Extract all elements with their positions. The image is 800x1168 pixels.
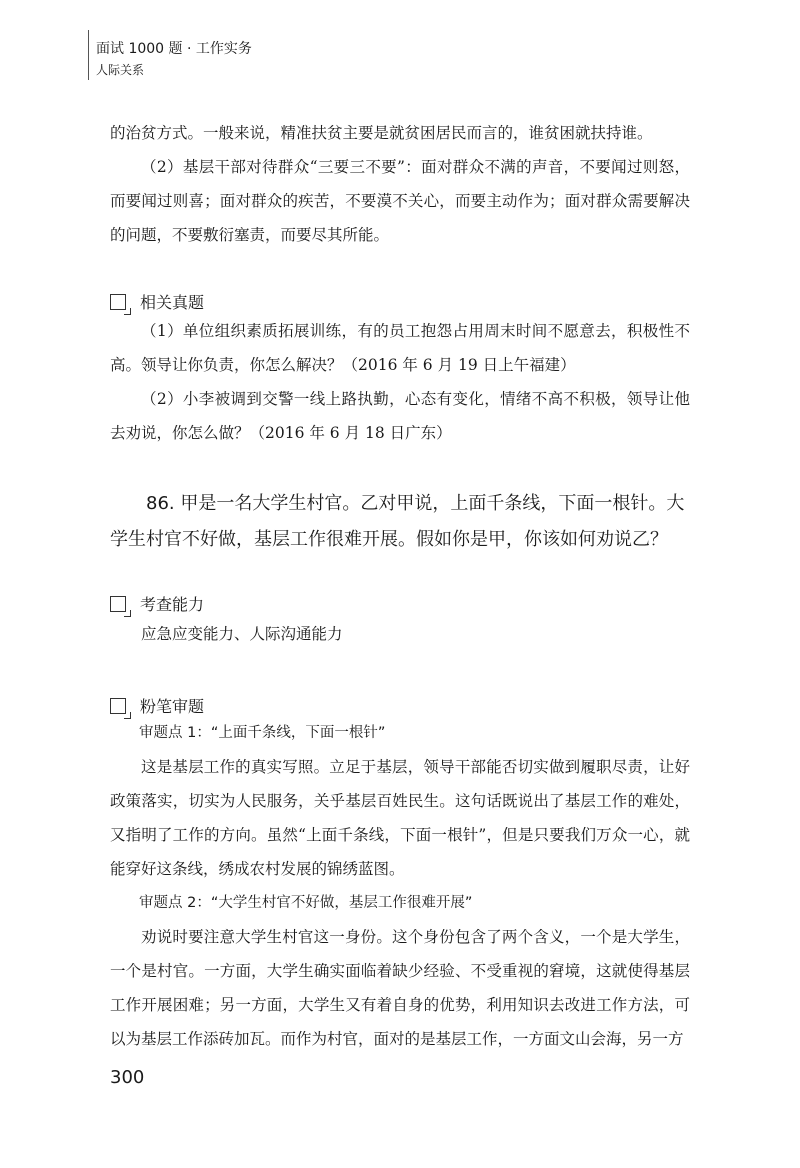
paragraph: 劝说时要注意大学生村官这一身份。这个身份包含了两个含义，一个是大学生，一个是村官。一方面，大学生确实面临着缺少经验、不受重视的窘境，这就使得基层工作开展困难；另一方面，大学生又有着自身的优势，利用知识去改进工作方法，可以为基层工作添砖加瓦。而作为村官，面对的是基层工作，一方面文山会海，另一方 (110, 928, 690, 1048)
related-question: （1）单位组织素质拓展训练，有的员工抱怨占用周末时间不愿意去，积极性不高。领导让你负责，你怎么解决？（2016 年 6 月 19 日上午福建） (110, 322, 690, 374)
analysis-point: 审题点 1：“上面千条线，下面一根针” (139, 725, 386, 741)
section-heading-analysis (110, 694, 204, 717)
ability-block (110, 620, 690, 648)
section-title: 相关真题 (140, 293, 205, 312)
page-number: 300 (110, 1067, 145, 1088)
ability-text: 应急应变能力、人际沟通能力 (141, 625, 343, 643)
section-title: 考查能力 (140, 595, 205, 614)
section-heading-ability (110, 592, 204, 615)
paragraph: 这是基层工作的真实写照。立足于基层，领导干部能否切实做到履职尽责，让好政策落实，切实为人民服务，关乎基层百姓民生。这句话既说出了基层工作的难处，又指明了工作的方向。虽然“上面千条线，下面一根针”，但是只要我们万众一心，就能穿好这条线，绣成农村发展的锦绣蓝图。 (110, 758, 690, 878)
analysis-block (110, 716, 690, 1056)
target-icon (110, 596, 126, 612)
related-questions (110, 314, 690, 450)
paragraph: 的治贫方式。一般来说，精准扶贫主要是就贫困居民而言的，谁贫困就扶持谁。 (110, 124, 653, 142)
section-heading-related (110, 290, 204, 313)
header-divider (88, 30, 89, 80)
related-question: （2）小李被调到交警一线上路执勤，心态有变化，情绪不高不积极，领导让他去劝说，你怎么做？（2016 年 6 月 18 日广东） (110, 390, 690, 442)
top-continuation (110, 116, 690, 252)
paragraph: （2）基层干部对待群众“三要三不要”：面对群众不满的声音，不要闻过则怒，而要闻过则喜；面对群众的疾苦，不要漠不关心，而要主动作为；面对群众需要解决的问题，不要敷衍塞责，而要尽其所能。 (110, 158, 690, 244)
chapter-title: 人际关系 (96, 63, 145, 77)
question-title: 86. 甲是一名大学生村官。乙对甲说，上面千条线，下面一根针。大学生村官不好做，基层工作很难开展。假如你是甲，你该如何劝说乙？ (110, 493, 685, 550)
book-title: 面试 1000 题 · 工作实务 (96, 41, 252, 57)
book-icon (110, 294, 126, 310)
analysis-point: 审题点 2：“大学生村官不好做，基层工作很难开展” (139, 895, 473, 911)
pen-icon (110, 698, 126, 714)
running-header (96, 26, 252, 78)
section-title: 粉笔审题 (140, 697, 205, 716)
